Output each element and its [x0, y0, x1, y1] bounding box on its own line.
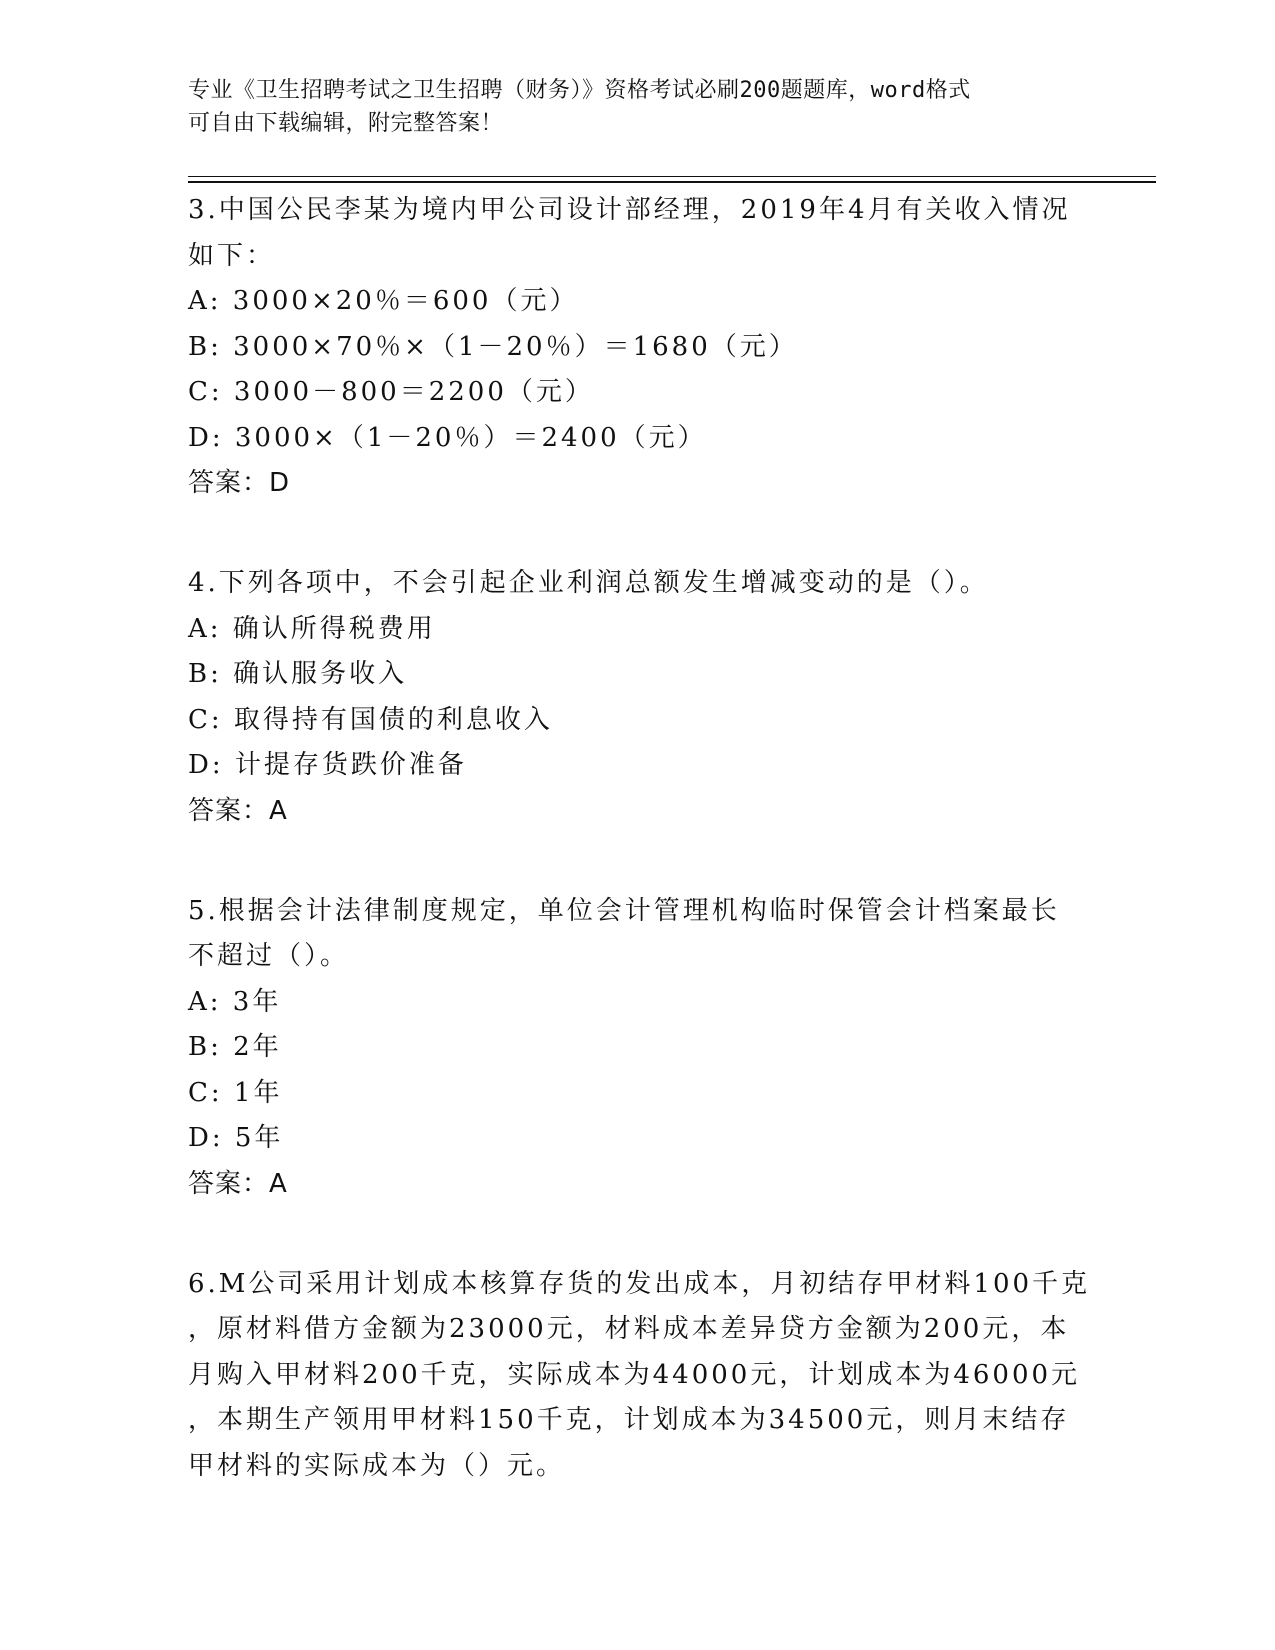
question-line: 4.下列各项中，不会引起企业利润总额发生增减变动的是（）。: [188, 568, 989, 598]
question-text: [188, 889, 1108, 980]
question-3: [188, 188, 1108, 505]
answer: 答案：D: [188, 468, 291, 498]
answer: 答案：A: [188, 795, 288, 826]
header-divider: [188, 181, 1156, 183]
document-header: [188, 74, 1068, 140]
question-text: [188, 561, 1108, 607]
question-4: [188, 561, 1108, 833]
header-divider: [188, 176, 1156, 177]
question-list: [188, 188, 1108, 1545]
option-b: B: 3000×70％×（1－20％）＝1680（元）: [188, 331, 798, 362]
option-c: C: 1年: [188, 1077, 283, 1108]
option-b: B: 2年: [188, 1032, 282, 1062]
question-line: 甲材料的实际成本为（）元。: [188, 1450, 566, 1481]
question-text: [188, 188, 1108, 279]
question-6: [188, 1262, 1108, 1490]
question-line: 3.中国公民李某为境内甲公司设计部经理，2019年4月有关收入情况: [188, 195, 1071, 225]
option-a: A: 3000×20％＝600（元）: [188, 286, 579, 316]
option-a: A: 3年: [188, 986, 282, 1017]
question-line: 6.M公司采用计划成本核算存货的发出成本，月初结存甲材料100千克: [188, 1268, 1091, 1299]
answer: 答案：A: [188, 1168, 288, 1199]
question-line: 不超过（）。: [188, 941, 350, 971]
option-a: A: 确认所得税费用: [188, 613, 436, 644]
question-line: ，本期生产领用甲材料150千克，计划成本为34500元，则月末结存: [188, 1405, 1070, 1435]
header-line: 专业《卫生招聘考试之卫生招聘（财务）》资格考试必刷200题题库，word格式: [188, 78, 971, 103]
question-text: [188, 1262, 1108, 1490]
option-c: C: 取得持有国债的利息收入: [188, 704, 553, 735]
question-line: ，原材料借方金额为23000元，材料成本差异贷方金额为200元，本: [188, 1314, 1070, 1344]
option-d: D: 计提存货跌价准备: [188, 750, 467, 780]
question-line: 5.根据会计法律制度规定，单位会计管理机构临时保管会计档案最长: [188, 895, 1060, 926]
question-line: 月购入甲材料200千克，实际成本为44000元，计划成本为46000元: [188, 1359, 1081, 1390]
option-d: D: 5年: [188, 1123, 284, 1153]
option-b: B: 确认服务收入: [188, 659, 408, 689]
option-d: D: 3000×（1－20％）＝2400（元）: [188, 422, 707, 453]
header-line: 可自由下载编辑，附完整答案！: [188, 111, 504, 136]
question-line: 如下：: [188, 240, 276, 271]
option-c: C: 3000－800＝2200（元）: [188, 377, 594, 407]
question-5: [188, 889, 1108, 1206]
